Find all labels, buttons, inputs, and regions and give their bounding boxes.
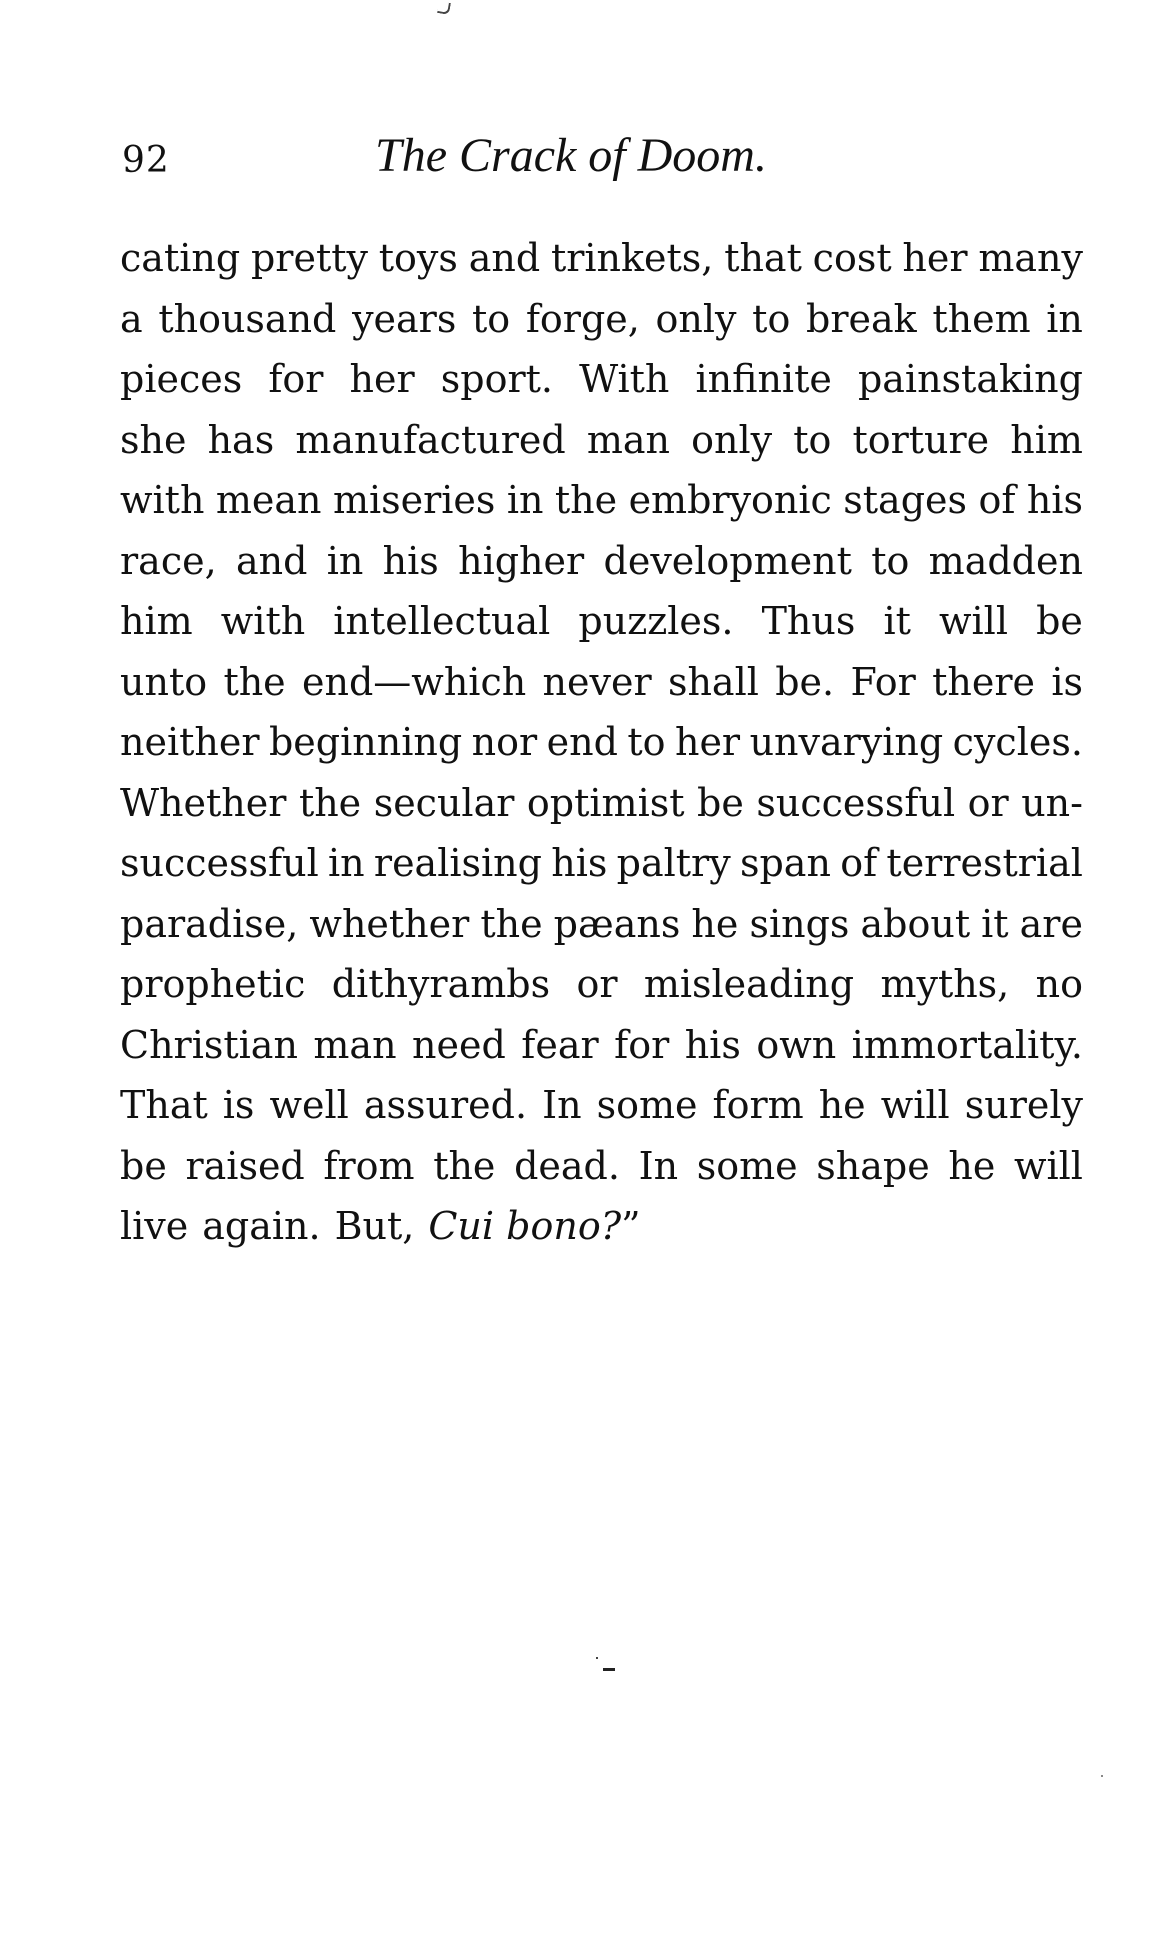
word: neither	[120, 720, 260, 764]
page-number: 92	[122, 140, 170, 181]
word: But,	[334, 1204, 415, 1248]
word: realising	[373, 841, 542, 885]
word: man	[313, 1022, 397, 1067]
word: dead.	[514, 1143, 620, 1188]
word: him	[120, 599, 193, 643]
word: them	[932, 296, 1031, 341]
text-line	[120, 228, 1083, 289]
word: live	[120, 1204, 189, 1248]
word: sings	[749, 901, 850, 946]
text-line	[120, 894, 1083, 955]
word: secular	[373, 780, 515, 825]
word: With	[579, 357, 670, 401]
word: no	[1035, 962, 1083, 1006]
word: miseries	[332, 478, 496, 522]
word: race,	[120, 538, 217, 583]
word: manufactured	[295, 417, 566, 462]
word: toys	[378, 236, 458, 280]
word: a	[120, 296, 143, 341]
word: and	[235, 538, 308, 583]
word: will	[880, 1083, 950, 1127]
word: in	[326, 538, 364, 583]
word: it	[883, 599, 911, 643]
word: successful	[120, 841, 319, 885]
word: his	[1026, 478, 1083, 522]
word: Christian	[120, 1022, 298, 1067]
word: forge,	[525, 296, 640, 341]
word: infinite	[695, 357, 832, 401]
word: thousand	[158, 296, 337, 341]
word: own	[756, 1022, 837, 1067]
word: of	[978, 478, 1016, 522]
word: cating	[120, 236, 241, 280]
word: raised	[185, 1143, 305, 1188]
word: with	[120, 478, 205, 522]
body-paragraph	[120, 228, 1083, 1257]
word: will	[938, 599, 1008, 643]
word: years	[352, 296, 457, 341]
word: the	[480, 901, 543, 946]
word: form	[712, 1083, 804, 1127]
word: misleading	[643, 962, 855, 1006]
word: and	[468, 236, 541, 280]
text-line	[120, 773, 1083, 834]
word: assured.	[363, 1083, 528, 1127]
word: be.	[775, 659, 835, 704]
word: there	[932, 659, 1036, 704]
word: For	[850, 659, 916, 704]
word: surely	[964, 1083, 1083, 1127]
word: him	[1010, 417, 1083, 462]
closing-quote: ”	[621, 1204, 641, 1248]
word: shape	[816, 1143, 930, 1188]
word: that	[724, 236, 802, 280]
word: fear	[521, 1022, 599, 1067]
word: the	[554, 478, 618, 522]
word: cycles.	[952, 720, 1083, 764]
word: he	[948, 1143, 996, 1188]
word: many	[978, 236, 1083, 280]
word: break	[806, 296, 917, 341]
word: paltry	[616, 841, 731, 885]
word: in	[1046, 296, 1083, 341]
stray-ink-dash	[603, 1668, 615, 1671]
word: in	[328, 841, 365, 885]
word: painstaking	[857, 357, 1083, 401]
word: to	[871, 538, 910, 583]
text-line	[120, 289, 1083, 350]
word: puzzles.	[578, 599, 734, 643]
word: about	[860, 901, 971, 946]
word: terrestrial	[886, 841, 1083, 885]
word: immortality.	[851, 1022, 1083, 1067]
word: pæans	[553, 901, 681, 946]
word: In	[542, 1083, 582, 1127]
word: to	[472, 296, 511, 341]
text-line	[120, 712, 1083, 773]
word: myths,	[880, 962, 1010, 1006]
latin-phrase: Cui bono?	[428, 1204, 622, 1248]
text-line	[120, 1015, 1083, 1076]
word: or	[967, 780, 1009, 825]
word: higher	[458, 538, 585, 583]
word: nor	[471, 720, 538, 764]
word: only	[691, 417, 773, 462]
word: pretty	[250, 236, 368, 280]
word: to	[752, 296, 791, 341]
word: for	[268, 357, 324, 401]
word: intellectual	[333, 599, 551, 643]
text-line	[120, 1075, 1083, 1136]
word: paradise,	[120, 901, 299, 946]
word: or	[576, 962, 618, 1006]
word: whether	[309, 901, 470, 946]
word: his	[551, 841, 608, 885]
word: sport.	[440, 357, 553, 401]
word: is	[222, 1083, 255, 1127]
page-header	[122, 128, 1082, 188]
word: pieces	[120, 357, 243, 401]
word: some	[696, 1143, 798, 1188]
text-line	[120, 652, 1083, 713]
word: development	[603, 538, 852, 583]
word: be	[1036, 599, 1083, 643]
word: cost	[812, 236, 892, 280]
word: he	[818, 1083, 866, 1127]
word: mean	[215, 478, 322, 522]
word: only	[655, 296, 737, 341]
text-line	[120, 470, 1083, 531]
word: in	[506, 478, 544, 522]
word: span	[739, 841, 831, 885]
word: Whether	[120, 780, 287, 825]
word: well	[269, 1083, 349, 1127]
text-line-last	[120, 1196, 1083, 1257]
word: will	[1013, 1143, 1083, 1188]
text-line	[120, 349, 1083, 410]
word: for	[614, 1022, 670, 1067]
word: has	[207, 417, 275, 462]
word: optimist	[526, 780, 685, 825]
word: man	[586, 417, 670, 462]
stray-ink-dot-right	[1101, 1775, 1103, 1777]
word: again.	[202, 1204, 321, 1248]
word: In	[638, 1143, 679, 1188]
word: end	[546, 720, 618, 764]
running-title: The Crack of Doom.	[375, 129, 767, 182]
word: prophetic	[120, 962, 306, 1006]
text-line	[120, 954, 1083, 1015]
word: be	[120, 1143, 167, 1188]
word: need	[412, 1022, 506, 1067]
word: to	[793, 417, 832, 462]
word: be	[697, 780, 744, 825]
word: from	[323, 1143, 415, 1188]
word: to	[627, 720, 666, 764]
word: madden	[928, 538, 1083, 583]
word: her	[674, 720, 741, 764]
word: trinkets,	[550, 236, 714, 280]
word: shall	[667, 659, 759, 704]
word: embryonic	[628, 478, 832, 522]
word: never	[542, 659, 652, 704]
word: is	[1051, 659, 1083, 704]
word: end—which	[302, 659, 527, 704]
word: dithyrambs	[331, 962, 551, 1006]
word: torture	[852, 417, 990, 462]
word: the	[433, 1143, 496, 1188]
text-line	[120, 833, 1083, 894]
word: her	[349, 357, 415, 401]
word: his	[382, 538, 439, 583]
stray-ink-mark	[437, 1, 451, 15]
word: That	[120, 1083, 208, 1127]
word: of	[840, 841, 878, 885]
word: his	[684, 1022, 741, 1067]
word: successful	[756, 780, 956, 825]
word: some	[596, 1083, 698, 1127]
word: stages	[843, 478, 968, 522]
word: the	[223, 659, 286, 704]
text-line	[120, 591, 1083, 652]
word: with	[220, 599, 306, 643]
word: he	[691, 901, 739, 946]
word: she	[120, 417, 187, 462]
word: it	[981, 901, 1009, 946]
word: are	[1019, 901, 1083, 946]
text-line	[120, 1136, 1083, 1197]
word: unto	[120, 659, 208, 704]
word: the	[298, 780, 362, 825]
word: unvarying	[749, 720, 944, 764]
text-line	[120, 531, 1083, 592]
stray-ink-dot	[596, 1657, 598, 1659]
text-line	[120, 410, 1083, 471]
word: un-	[1021, 780, 1083, 825]
word: beginning	[268, 720, 463, 764]
word: her	[902, 236, 968, 280]
word: Thus	[761, 599, 856, 643]
